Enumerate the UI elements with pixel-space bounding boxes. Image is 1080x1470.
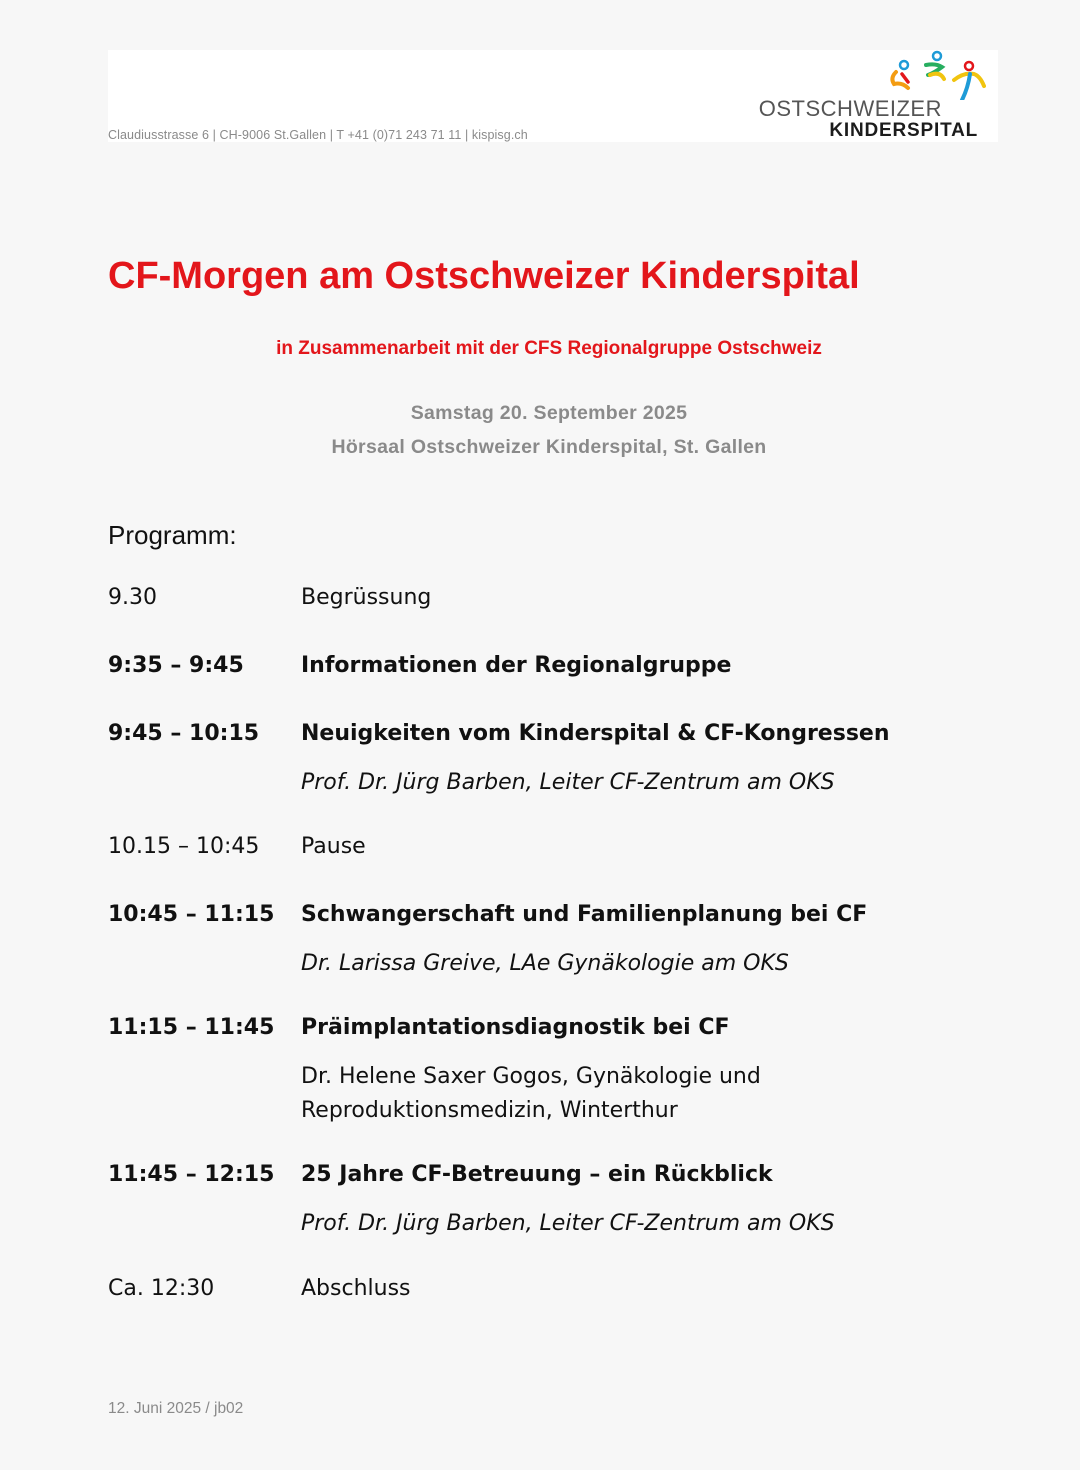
hospital-logo [758, 50, 998, 142]
event-title: CF-Morgen am Ostschweizer Kinderspital [108, 255, 860, 297]
agenda-title: Abschluss [301, 1276, 411, 1301]
event-venue: Hörsaal Ostschweizer Kinderspital, St. Gallen [331, 436, 767, 458]
agenda-time: 9.30 [108, 585, 157, 610]
address-line: Claudiusstrasse 6 | CH-9006 St.Gallen | T +41 (0)71 243 71 11 | kispisg.ch [108, 128, 528, 142]
agenda-title: 25 Jahre CF-Betreuung – ein Rückblick [301, 1162, 773, 1187]
agenda-time: 10.15 – 10:45 [108, 834, 260, 859]
agenda-time: 9:45 – 10:15 [108, 721, 260, 746]
agenda-speaker: Dr. Helene Saxer Gogos, Gynäkologie und Reproduktionsmedizin, Winterthur [301, 1064, 761, 1123]
agenda-time: 9:35 – 9:45 [108, 653, 244, 678]
event-date: Samstag 20. September 2025 [410, 402, 688, 424]
agenda-time: 10:45 – 11:15 [108, 902, 275, 927]
children-figures-logo-icon [826, 50, 986, 100]
event-subtitle: in Zusammenarbeit mit der CFS Regionalgruppe Ostschweiz [276, 338, 822, 359]
agenda-title: Informationen der Regionalgruppe [301, 653, 732, 678]
logo-text-kinderspital: KINDERSPITAL [829, 120, 978, 141]
agenda-speaker: Dr. Larissa Greive, LAe Gynäkologie am OKS [301, 951, 789, 976]
agenda-time: Ca. 12:30 [108, 1276, 215, 1301]
agenda-time: 11:15 – 11:45 [108, 1015, 275, 1040]
document-footer: 12. Juni 2025 / jb02 [108, 1400, 244, 1417]
letterhead [108, 50, 998, 142]
agenda-speaker: Prof. Dr. Jürg Barben, Leiter CF-Zentrum am OKS [301, 770, 835, 795]
logo-text-ostschweizer: OSTSCHWEIZER [758, 96, 942, 121]
agenda-title: Pause [301, 834, 366, 859]
agenda-title: Präimplantationsdiagnostik bei CF [301, 1015, 730, 1040]
program-heading: Programm: [108, 520, 237, 550]
agenda-title: Schwangerschaft und Familienplanung bei CF [301, 902, 868, 927]
agenda-title: Begrüssung [301, 585, 432, 610]
agenda-speaker: Prof. Dr. Jürg Barben, Leiter CF-Zentrum am OKS [301, 1211, 835, 1236]
agenda-title: Neuigkeiten vom Kinderspital & CF-Kongressen [301, 721, 890, 746]
agenda-time: 11:45 – 12:15 [108, 1162, 275, 1187]
